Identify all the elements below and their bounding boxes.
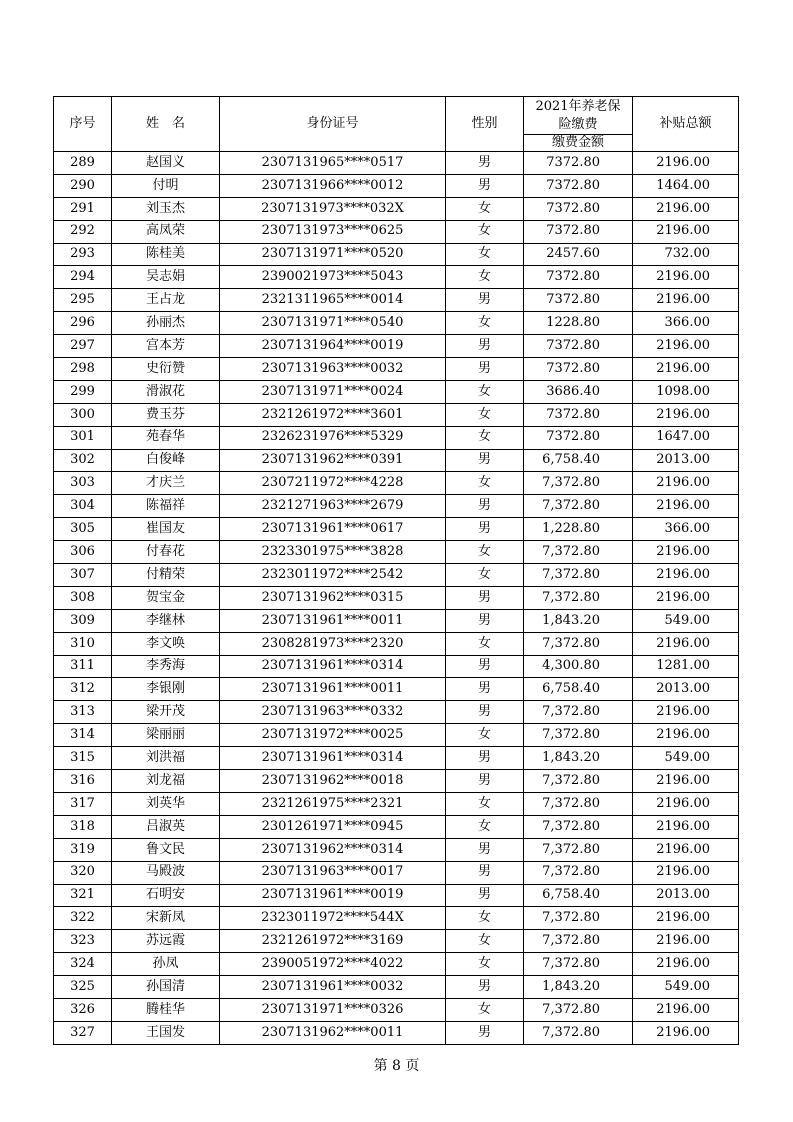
- cell-no: 313: [54, 701, 112, 724]
- cell-name: 石明安: [112, 884, 220, 907]
- table-row: [54, 289, 739, 312]
- cell-payment: 7,372.80: [524, 815, 633, 838]
- cell-no: 319: [54, 838, 112, 861]
- table-row: [54, 564, 739, 587]
- cell-gender: 男: [446, 518, 524, 541]
- table-row: [54, 472, 739, 495]
- cell-subsidy: 2196.00: [633, 152, 739, 175]
- cell-gender: 男: [446, 678, 524, 701]
- table-row: [54, 998, 739, 1021]
- table-body: [54, 152, 739, 1045]
- cell-payment: 7372.80: [524, 174, 633, 197]
- cell-gender: 女: [446, 907, 524, 930]
- table-row: [54, 403, 739, 426]
- table-row: [54, 678, 739, 701]
- cell-payment: 2457.60: [524, 243, 633, 266]
- cell-name: 苑春华: [112, 426, 220, 449]
- table-row: [54, 495, 739, 518]
- cell-gender: 男: [446, 495, 524, 518]
- cell-gender: 男: [446, 701, 524, 724]
- cell-id: 2326231976****5329: [220, 426, 446, 449]
- cell-payment: 7,372.80: [524, 770, 633, 793]
- cell-id: 2321261975****2321: [220, 792, 446, 815]
- cell-id: 2307131962****0011: [220, 1021, 446, 1044]
- cell-no: 301: [54, 426, 112, 449]
- cell-name: 苏远霞: [112, 930, 220, 953]
- cell-payment: 7,372.80: [524, 930, 633, 953]
- cell-name: 吕淑英: [112, 815, 220, 838]
- cell-no: 298: [54, 358, 112, 381]
- cell-gender: 女: [446, 998, 524, 1021]
- table-row: [54, 815, 739, 838]
- cell-no: 303: [54, 472, 112, 495]
- cell-subsidy: 2196.00: [633, 838, 739, 861]
- cell-subsidy: 549.00: [633, 747, 739, 770]
- cell-subsidy: 2196.00: [633, 1021, 739, 1044]
- cell-name: 刘英华: [112, 792, 220, 815]
- cell-subsidy: 2013.00: [633, 884, 739, 907]
- cell-no: 324: [54, 953, 112, 976]
- cell-name: 孙凤: [112, 953, 220, 976]
- cell-subsidy: 2196.00: [633, 907, 739, 930]
- cell-payment: 7,372.80: [524, 907, 633, 930]
- cell-gender: 男: [446, 358, 524, 381]
- cell-subsidy: 2196.00: [633, 472, 739, 495]
- cell-subsidy: 1464.00: [633, 174, 739, 197]
- subsidy-table: [53, 96, 739, 1045]
- cell-payment: 7,372.80: [524, 632, 633, 655]
- cell-id: 2321271963****2679: [220, 495, 446, 518]
- table-row: [54, 1021, 739, 1044]
- cell-subsidy: 549.00: [633, 976, 739, 999]
- cell-name: 宫本芳: [112, 335, 220, 358]
- cell-name: 王占龙: [112, 289, 220, 312]
- cell-name: 李秀海: [112, 655, 220, 678]
- cell-name: 陈桂美: [112, 243, 220, 266]
- header-payment-amount: 缴费金额: [524, 135, 633, 152]
- cell-id: 2307131962****0018: [220, 770, 446, 793]
- cell-gender: 女: [446, 312, 524, 335]
- cell-name: 马殿波: [112, 861, 220, 884]
- cell-name: 李继林: [112, 609, 220, 632]
- cell-id: 2308281973****2320: [220, 632, 446, 655]
- cell-no: 304: [54, 495, 112, 518]
- cell-name: 孙丽杰: [112, 312, 220, 335]
- cell-gender: 男: [446, 335, 524, 358]
- cell-no: 294: [54, 266, 112, 289]
- cell-name: 王国发: [112, 1021, 220, 1044]
- cell-gender: 女: [446, 243, 524, 266]
- cell-name: 吴志娟: [112, 266, 220, 289]
- cell-no: 300: [54, 403, 112, 426]
- cell-gender: 男: [446, 586, 524, 609]
- table-header: [54, 97, 739, 152]
- cell-payment: 4,300.80: [524, 655, 633, 678]
- cell-payment: 7,372.80: [524, 838, 633, 861]
- cell-id: 2390051972****4022: [220, 953, 446, 976]
- cell-name: 赵国义: [112, 152, 220, 175]
- cell-name: 付明: [112, 174, 220, 197]
- cell-payment: 7372.80: [524, 220, 633, 243]
- table-row: [54, 976, 739, 999]
- cell-id: 2307131961****0011: [220, 678, 446, 701]
- cell-id: 2307131962****0314: [220, 838, 446, 861]
- cell-no: 323: [54, 930, 112, 953]
- cell-gender: 女: [446, 472, 524, 495]
- header-subsidy: 补贴总额: [633, 97, 739, 152]
- cell-payment: 7,372.80: [524, 495, 633, 518]
- cell-gender: 女: [446, 197, 524, 220]
- cell-gender: 男: [446, 861, 524, 884]
- cell-id: 2307131971****0024: [220, 380, 446, 403]
- cell-no: 314: [54, 724, 112, 747]
- cell-id: 2323011972****544X: [220, 907, 446, 930]
- cell-gender: 男: [446, 449, 524, 472]
- cell-subsidy: 2196.00: [633, 335, 739, 358]
- table-row: [54, 770, 739, 793]
- cell-subsidy: 2196.00: [633, 197, 739, 220]
- cell-subsidy: 2196.00: [633, 564, 739, 587]
- cell-name: 滑淑花: [112, 380, 220, 403]
- cell-name: 陈福祥: [112, 495, 220, 518]
- table-row: [54, 632, 739, 655]
- cell-payment: 7372.80: [524, 403, 633, 426]
- cell-no: 291: [54, 197, 112, 220]
- table-row: [54, 953, 739, 976]
- cell-gender: 女: [446, 541, 524, 564]
- cell-gender: 男: [446, 884, 524, 907]
- cell-no: 320: [54, 861, 112, 884]
- cell-gender: 女: [446, 792, 524, 815]
- table-row: [54, 747, 739, 770]
- cell-payment: 7,372.80: [524, 564, 633, 587]
- cell-id: 2307131962****0315: [220, 586, 446, 609]
- cell-gender: 女: [446, 953, 524, 976]
- cell-name: 梁丽丽: [112, 724, 220, 747]
- cell-payment: 7,372.80: [524, 724, 633, 747]
- cell-no: 309: [54, 609, 112, 632]
- cell-gender: 男: [446, 770, 524, 793]
- cell-id: 2301261971****0945: [220, 815, 446, 838]
- cell-id: 2307131973****032X: [220, 197, 446, 220]
- cell-no: 325: [54, 976, 112, 999]
- cell-no: 296: [54, 312, 112, 335]
- cell-id: 2307131963****0332: [220, 701, 446, 724]
- cell-no: 292: [54, 220, 112, 243]
- cell-id: 2323301975****3828: [220, 541, 446, 564]
- cell-name: 史衍赞: [112, 358, 220, 381]
- cell-gender: 女: [446, 266, 524, 289]
- cell-gender: 女: [446, 632, 524, 655]
- cell-id: 2321261972****3169: [220, 930, 446, 953]
- cell-id: 2307131961****0032: [220, 976, 446, 999]
- cell-gender: 男: [446, 1021, 524, 1044]
- cell-gender: 男: [446, 655, 524, 678]
- cell-payment: 6,758.40: [524, 884, 633, 907]
- cell-gender: 女: [446, 220, 524, 243]
- cell-name: 宋新凤: [112, 907, 220, 930]
- cell-subsidy: 549.00: [633, 609, 739, 632]
- cell-payment: 7372.80: [524, 358, 633, 381]
- cell-no: 295: [54, 289, 112, 312]
- table-row: [54, 335, 739, 358]
- cell-id: 2307131964****0019: [220, 335, 446, 358]
- cell-subsidy: 2196.00: [633, 358, 739, 381]
- table-row: [54, 861, 739, 884]
- cell-no: 302: [54, 449, 112, 472]
- cell-payment: 1228.80: [524, 312, 633, 335]
- table-row: [54, 541, 739, 564]
- cell-subsidy: 2196.00: [633, 792, 739, 815]
- cell-subsidy: 2196.00: [633, 266, 739, 289]
- table-row: [54, 609, 739, 632]
- cell-name: 崔国友: [112, 518, 220, 541]
- cell-payment: 7,372.80: [524, 472, 633, 495]
- table-row: [54, 243, 739, 266]
- cell-name: 付精荣: [112, 564, 220, 587]
- cell-name: 孙国清: [112, 976, 220, 999]
- cell-gender: 女: [446, 724, 524, 747]
- cell-name: 刘玉杰: [112, 197, 220, 220]
- header-gender: 性别: [446, 97, 524, 152]
- cell-payment: 7372.80: [524, 289, 633, 312]
- cell-payment: 7372.80: [524, 152, 633, 175]
- cell-no: 322: [54, 907, 112, 930]
- cell-no: 317: [54, 792, 112, 815]
- cell-payment: 7372.80: [524, 426, 633, 449]
- cell-no: 315: [54, 747, 112, 770]
- cell-name: 李银刚: [112, 678, 220, 701]
- cell-no: 289: [54, 152, 112, 175]
- cell-subsidy: 2196.00: [633, 770, 739, 793]
- cell-payment: 7,372.80: [524, 861, 633, 884]
- table-row: [54, 312, 739, 335]
- cell-payment: 7,372.80: [524, 998, 633, 1021]
- cell-name: 贺宝金: [112, 586, 220, 609]
- cell-subsidy: 2196.00: [633, 632, 739, 655]
- cell-payment: 6,758.40: [524, 678, 633, 701]
- cell-id: 2321311965****0014: [220, 289, 446, 312]
- cell-payment: 3686.40: [524, 380, 633, 403]
- header-payment-group-line2: 险缴费: [558, 116, 598, 132]
- cell-subsidy: 2196.00: [633, 861, 739, 884]
- cell-id: 2307131971****0326: [220, 998, 446, 1021]
- table-row: [54, 197, 739, 220]
- cell-id: 2321261972****3601: [220, 403, 446, 426]
- table-row: [54, 380, 739, 403]
- cell-payment: 1,228.80: [524, 518, 633, 541]
- cell-subsidy: 2196.00: [633, 403, 739, 426]
- cell-id: 2307131971****0520: [220, 243, 446, 266]
- cell-no: 318: [54, 815, 112, 838]
- table-row: [54, 792, 739, 815]
- cell-subsidy: 2196.00: [633, 586, 739, 609]
- cell-id: 2307131965****0517: [220, 152, 446, 175]
- cell-gender: 女: [446, 930, 524, 953]
- cell-payment: 1,843.20: [524, 609, 633, 632]
- cell-subsidy: 732.00: [633, 243, 739, 266]
- table-row: [54, 152, 739, 175]
- page-number: 第 8 页: [373, 1058, 420, 1074]
- cell-subsidy: 366.00: [633, 518, 739, 541]
- table-row: [54, 884, 739, 907]
- cell-subsidy: 2196.00: [633, 220, 739, 243]
- cell-gender: 女: [446, 564, 524, 587]
- cell-no: 308: [54, 586, 112, 609]
- cell-payment: 7,372.80: [524, 541, 633, 564]
- cell-gender: 男: [446, 976, 524, 999]
- cell-id: 2307131966****0012: [220, 174, 446, 197]
- cell-subsidy: 2196.00: [633, 724, 739, 747]
- cell-payment: 1,843.20: [524, 747, 633, 770]
- cell-payment: 7,372.80: [524, 1021, 633, 1044]
- cell-name: 李文唤: [112, 632, 220, 655]
- cell-name: 白俊峰: [112, 449, 220, 472]
- cell-id: 2323011972****2542: [220, 564, 446, 587]
- cell-no: 326: [54, 998, 112, 1021]
- cell-payment: 6,758.40: [524, 449, 633, 472]
- cell-no: 312: [54, 678, 112, 701]
- cell-no: 311: [54, 655, 112, 678]
- cell-subsidy: 2196.00: [633, 815, 739, 838]
- cell-no: 307: [54, 564, 112, 587]
- header-name: 姓 名: [112, 97, 220, 152]
- cell-subsidy: 2013.00: [633, 678, 739, 701]
- cell-subsidy: 2196.00: [633, 495, 739, 518]
- cell-name: 高凤荣: [112, 220, 220, 243]
- cell-id: 2307131961****0314: [220, 747, 446, 770]
- cell-subsidy: 2013.00: [633, 449, 739, 472]
- cell-subsidy: 366.00: [633, 312, 739, 335]
- cell-gender: 女: [446, 815, 524, 838]
- cell-no: 316: [54, 770, 112, 793]
- cell-id: 2307131972****0025: [220, 724, 446, 747]
- cell-name: 刘龙福: [112, 770, 220, 793]
- cell-no: 297: [54, 335, 112, 358]
- cell-gender: 男: [446, 289, 524, 312]
- cell-name: 鲁文民: [112, 838, 220, 861]
- cell-id: 2307211972****4228: [220, 472, 446, 495]
- cell-no: 310: [54, 632, 112, 655]
- cell-id: 2307131963****0032: [220, 358, 446, 381]
- cell-subsidy: 2196.00: [633, 998, 739, 1021]
- table-row: [54, 266, 739, 289]
- cell-id: 2307131961****0314: [220, 655, 446, 678]
- cell-name: 付春花: [112, 541, 220, 564]
- cell-name: 刘洪福: [112, 747, 220, 770]
- cell-no: 305: [54, 518, 112, 541]
- cell-payment: 7372.80: [524, 197, 633, 220]
- table-row: [54, 586, 739, 609]
- header-no: 序号: [54, 97, 112, 152]
- cell-name: 才庆兰: [112, 472, 220, 495]
- cell-subsidy: 2196.00: [633, 930, 739, 953]
- cell-payment: 7372.80: [524, 266, 633, 289]
- header-payment-group-line1: 2021年养老保: [535, 98, 621, 114]
- header-id: 身份证号: [220, 97, 446, 152]
- table-row: [54, 701, 739, 724]
- cell-gender: 女: [446, 380, 524, 403]
- table-row: [54, 930, 739, 953]
- cell-subsidy: 2196.00: [633, 701, 739, 724]
- cell-gender: 男: [446, 838, 524, 861]
- cell-gender: 女: [446, 403, 524, 426]
- cell-name: 腾桂华: [112, 998, 220, 1021]
- cell-gender: 男: [446, 152, 524, 175]
- cell-no: 321: [54, 884, 112, 907]
- cell-no: 293: [54, 243, 112, 266]
- cell-payment: 7372.80: [524, 335, 633, 358]
- cell-payment: 7,372.80: [524, 701, 633, 724]
- cell-payment: 7,372.80: [524, 953, 633, 976]
- cell-gender: 男: [446, 174, 524, 197]
- table-row: [54, 724, 739, 747]
- table-row: [54, 358, 739, 381]
- cell-id: 2307131973****0625: [220, 220, 446, 243]
- cell-no: 299: [54, 380, 112, 403]
- table-row: [54, 174, 739, 197]
- cell-no: 327: [54, 1021, 112, 1044]
- cell-id: 2307131961****0011: [220, 609, 446, 632]
- cell-no: 306: [54, 541, 112, 564]
- table-row: [54, 907, 739, 930]
- cell-subsidy: 1281.00: [633, 655, 739, 678]
- cell-gender: 男: [446, 747, 524, 770]
- cell-id: 2307131962****0391: [220, 449, 446, 472]
- cell-payment: 1,843.20: [524, 976, 633, 999]
- cell-id: 2307131961****0617: [220, 518, 446, 541]
- table-row: [54, 426, 739, 449]
- table-row: [54, 449, 739, 472]
- table-row: [54, 220, 739, 243]
- header-payment-group: [524, 97, 633, 135]
- cell-subsidy: 1098.00: [633, 380, 739, 403]
- cell-gender: 女: [446, 426, 524, 449]
- cell-subsidy: 1647.00: [633, 426, 739, 449]
- cell-subsidy: 2196.00: [633, 953, 739, 976]
- cell-id: 2307131963****0017: [220, 861, 446, 884]
- cell-payment: 7,372.80: [524, 792, 633, 815]
- table-row: [54, 655, 739, 678]
- cell-subsidy: 2196.00: [633, 541, 739, 564]
- cell-id: 2390021973****5043: [220, 266, 446, 289]
- cell-name: 梁开茂: [112, 701, 220, 724]
- cell-id: 2307131961****0019: [220, 884, 446, 907]
- cell-no: 290: [54, 174, 112, 197]
- cell-id: 2307131971****0540: [220, 312, 446, 335]
- cell-payment: 7,372.80: [524, 586, 633, 609]
- cell-name: 费玉芬: [112, 403, 220, 426]
- table-row: [54, 518, 739, 541]
- cell-subsidy: 2196.00: [633, 289, 739, 312]
- table-row: [54, 838, 739, 861]
- cell-gender: 男: [446, 609, 524, 632]
